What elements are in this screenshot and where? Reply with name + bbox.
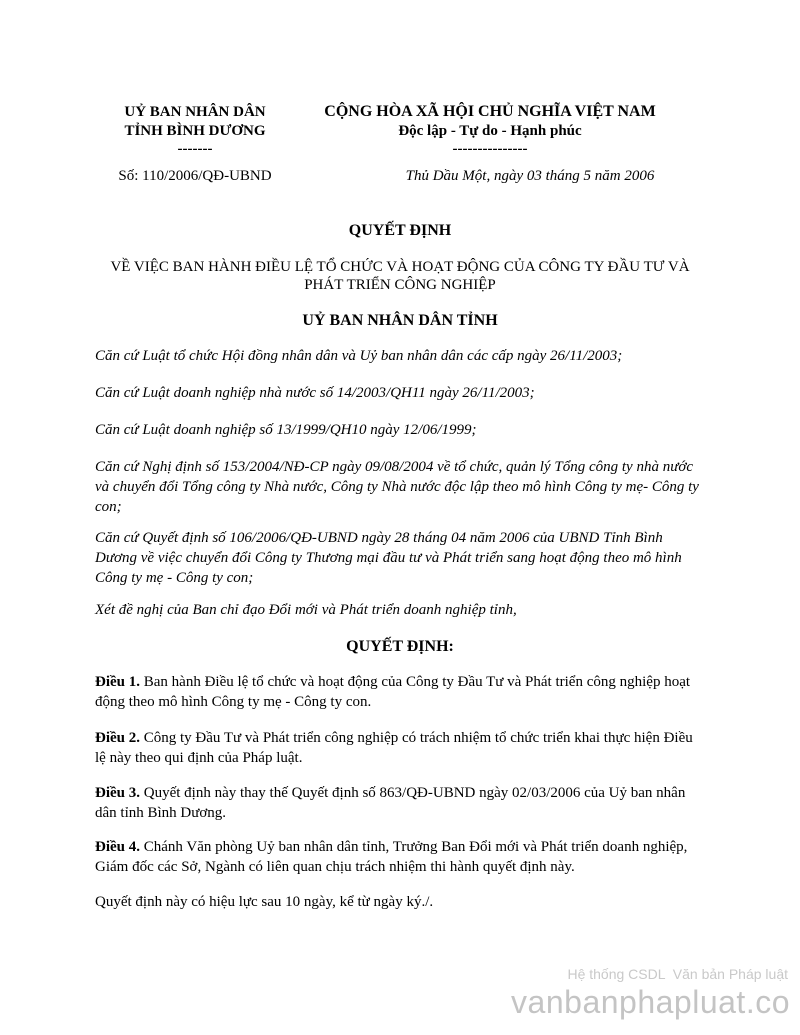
right-header-rule: ---------------: [452, 141, 528, 157]
place-and-date: Thủ Dầu Một, ngày 03 tháng 5 năm 2006: [405, 168, 655, 184]
article-2: [95, 728, 705, 768]
article-2-text: Công ty Đầu Tư và Phát triển công nghiệp có trách nhiệm tổ chức triển khai thực hiện Điều lệ này theo qui định của Pháp luật.: [95, 730, 693, 766]
article-2-label: Điều 2.: [95, 730, 140, 746]
article-4-text: Chánh Văn phòng Uỷ ban nhân dân tỉnh, Trưởng Ban Đổi mới và Phát triển doanh nghiệp, Giám đốc các Sở, Ngành có liên quan chịu trách nhiệm thi hành quyết định này.: [95, 839, 688, 875]
issuing-authority: UỶ BAN NHÂN DÂN TỈNH: [302, 312, 498, 329]
agency-name: UỶ BAN NHÂN DÂN: [124, 104, 266, 120]
watermark-caption: Hệ thống CSDL Văn bản Pháp luật: [567, 966, 788, 982]
national-motto: Độc lập - Tự do - Hạnh phúc: [398, 123, 582, 139]
article-1-label: Điều 1.: [95, 674, 140, 690]
effective-clause: Quyết định này có hiệu lực sau 10 ngày, kể từ ngày ký./.: [95, 894, 434, 910]
legal-basis-5: Căn cứ Quyết định số 106/2006/QĐ-UBND ngày 28 tháng 04 năm 2006 của UBND Tỉnh Bình Dương về việc chuyển đổi Công ty Thương mại đầu tư và Phát triển sang hoạt động theo mô hình Công ty mẹ - Công ty con;: [95, 530, 682, 586]
article-4-label: Điều 4.: [95, 839, 140, 855]
legal-basis-3: Căn cứ Luật doanh nghiệp số 13/1999/QH10 ngày 12/06/1999;: [95, 422, 477, 438]
legal-basis-4: Căn cứ Nghị định số 153/2004/NĐ-CP ngày 09/08/2004 về tổ chức, quản lý Tổng công ty nhà nước và chuyển đổi Tổng công ty Nhà nước, Công ty Nhà nước độc lập theo mô hình Công ty mẹ- Công ty con;: [95, 459, 699, 515]
legal-basis-1: Căn cứ Luật tổ chức Hội đồng nhân dân và Uỷ ban nhân dân các cấp ngày 26/11/2003;: [95, 348, 623, 364]
proposal-basis: Xét đề nghị của Ban chỉ đạo Đổi mới và Phát triển doanh nghiệp tỉnh,: [95, 602, 517, 618]
left-header-rule: -------: [177, 141, 213, 157]
article-3: [95, 783, 705, 823]
article-3-label: Điều 3.: [95, 785, 140, 801]
decision-heading: QUYẾT ĐỊNH:: [346, 638, 454, 655]
document-number: Số: 110/2006/QĐ-UBND: [118, 168, 272, 184]
article-1-text: Ban hành Điều lệ tổ chức và hoạt động của Công ty Đầu Tư và Phát triển công nghiệp hoạt động theo mô hình Công ty mẹ - Công ty con.: [95, 674, 691, 710]
legal-basis-2: Căn cứ Luật doanh nghiệp nhà nước số 14/2003/QH11 ngày 26/11/2003;: [95, 385, 535, 401]
article-3-text: Quyết định này thay thế Quyết định số 863/QĐ-UBND ngày 02/03/2006 của Uỷ ban nhân dân tỉnh Bình Dương.: [95, 785, 686, 821]
article-1: [95, 672, 705, 712]
watermark-site: vanbanphapluat.co: [511, 984, 790, 1020]
article-4: [95, 837, 705, 877]
document-subject-line-1: VỀ VIỆC BAN HÀNH ĐIỀU LỆ TỔ CHỨC VÀ HOẠT ĐỘNG CỦA CÔNG TY ĐẦU TƯ VÀ: [110, 259, 690, 275]
document-title: QUYẾT ĐỊNH: [348, 222, 452, 239]
province-name: TỈNH BÌNH DƯƠNG: [124, 123, 266, 139]
document-subject-line-2: PHÁT TRIỂN CÔNG NGHIỆP: [304, 277, 496, 293]
country-name: CỘNG HÒA XÃ HỘI CHỦ NGHĨA VIỆT NAM: [324, 103, 656, 120]
